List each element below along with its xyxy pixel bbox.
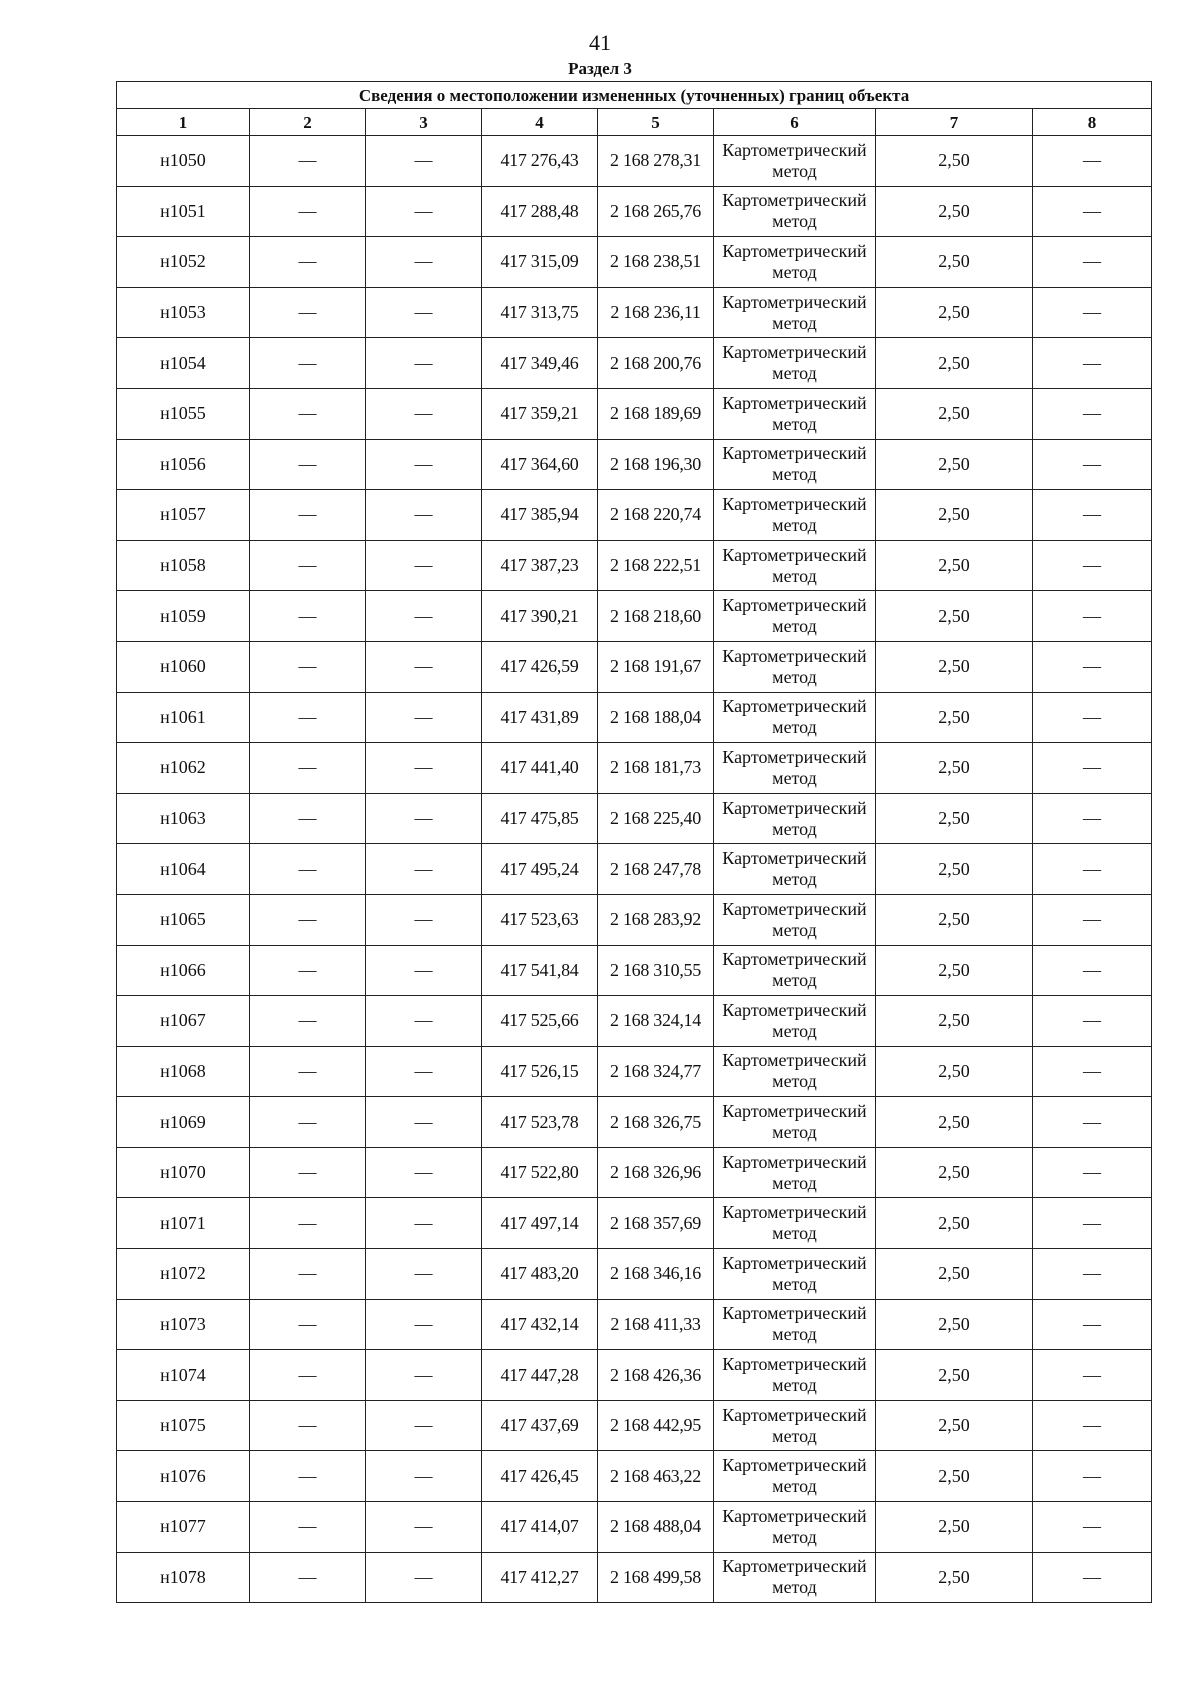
method-cell: Картометрический метод: [714, 186, 876, 237]
coordinate-x-cell: 417 447,28: [482, 1350, 598, 1401]
empty-value-cell: —: [250, 996, 366, 1047]
point-number-cell: н1077: [117, 1502, 250, 1553]
table-row: [117, 540, 1152, 591]
method-cell: Картометрический метод: [714, 743, 876, 794]
table-row: [117, 1198, 1152, 1249]
point-number-cell: н1065: [117, 894, 250, 945]
accuracy-cell: 2,50: [876, 1400, 1033, 1451]
empty-value-cell: —: [366, 1299, 482, 1350]
point-number-cell: н1061: [117, 692, 250, 743]
point-number-cell: н1066: [117, 945, 250, 996]
point-number-cell: н1078: [117, 1552, 250, 1603]
method-cell: Картометрический метод: [714, 287, 876, 338]
coordinate-y-cell: 2 168 283,92: [598, 894, 714, 945]
column-header: 2: [250, 109, 366, 136]
accuracy-cell: 2,50: [876, 1198, 1033, 1249]
empty-value-cell: —: [366, 490, 482, 541]
empty-value-cell: —: [1033, 1097, 1152, 1148]
empty-value-cell: —: [1033, 793, 1152, 844]
accuracy-cell: 2,50: [876, 388, 1033, 439]
accuracy-cell: 2,50: [876, 1147, 1033, 1198]
coordinate-x-cell: 417 313,75: [482, 287, 598, 338]
table-caption: Сведения о местоположении измененных (уточненных) границ объекта: [117, 82, 1152, 109]
coordinate-x-cell: 417 522,80: [482, 1147, 598, 1198]
coordinate-y-cell: 2 168 324,14: [598, 996, 714, 1047]
coordinate-x-cell: 417 483,20: [482, 1249, 598, 1300]
coordinate-y-cell: 2 168 346,16: [598, 1249, 714, 1300]
table-row: [117, 136, 1152, 187]
table-row: [117, 743, 1152, 794]
coordinate-x-cell: 417 495,24: [482, 844, 598, 895]
accuracy-cell: 2,50: [876, 439, 1033, 490]
accuracy-cell: 2,50: [876, 338, 1033, 389]
empty-value-cell: —: [1033, 1400, 1152, 1451]
coordinate-x-cell: 417 387,23: [482, 540, 598, 591]
coordinate-x-cell: 417 497,14: [482, 1198, 598, 1249]
table-row: [117, 439, 1152, 490]
point-number-cell: н1067: [117, 996, 250, 1047]
method-cell: Картометрический метод: [714, 1249, 876, 1300]
table-row: [117, 1451, 1152, 1502]
column-header: 4: [482, 109, 598, 136]
empty-value-cell: —: [250, 1350, 366, 1401]
table-row: [117, 945, 1152, 996]
method-cell: Картометрический метод: [714, 338, 876, 389]
method-cell: Картометрический метод: [714, 1502, 876, 1553]
table-row: [117, 287, 1152, 338]
empty-value-cell: —: [250, 1400, 366, 1451]
coordinate-y-cell: 2 168 488,04: [598, 1502, 714, 1553]
empty-value-cell: —: [366, 1502, 482, 1553]
empty-value-cell: —: [366, 945, 482, 996]
table-row: [117, 591, 1152, 642]
accuracy-cell: 2,50: [876, 1046, 1033, 1097]
coordinate-x-cell: 417 475,85: [482, 793, 598, 844]
empty-value-cell: —: [366, 1097, 482, 1148]
empty-value-cell: —: [1033, 894, 1152, 945]
method-cell: Картометрический метод: [714, 844, 876, 895]
point-number-cell: н1052: [117, 237, 250, 288]
point-number-cell: н1069: [117, 1097, 250, 1148]
empty-value-cell: —: [250, 1451, 366, 1502]
table-row: [117, 1552, 1152, 1603]
coordinate-y-cell: 2 168 188,04: [598, 692, 714, 743]
empty-value-cell: —: [250, 1046, 366, 1097]
method-cell: Картометрический метод: [714, 894, 876, 945]
empty-value-cell: —: [366, 1350, 482, 1401]
table-row: [117, 1502, 1152, 1553]
page-number: 41: [589, 30, 611, 55]
coordinate-y-cell: 2 168 191,67: [598, 641, 714, 692]
accuracy-cell: 2,50: [876, 1552, 1033, 1603]
method-cell: Картометрический метод: [714, 490, 876, 541]
method-cell: Картометрический метод: [714, 1299, 876, 1350]
empty-value-cell: —: [250, 591, 366, 642]
accuracy-cell: 2,50: [876, 1350, 1033, 1401]
empty-value-cell: —: [1033, 287, 1152, 338]
empty-value-cell: —: [250, 692, 366, 743]
coordinate-y-cell: 2 168 310,55: [598, 945, 714, 996]
empty-value-cell: —: [1033, 1249, 1152, 1300]
method-cell: Картометрический метод: [714, 945, 876, 996]
empty-value-cell: —: [1033, 1502, 1152, 1553]
coordinate-x-cell: 417 390,21: [482, 591, 598, 642]
coordinate-y-cell: 2 168 357,69: [598, 1198, 714, 1249]
coordinate-x-cell: 417 437,69: [482, 1400, 598, 1451]
point-number-cell: н1073: [117, 1299, 250, 1350]
empty-value-cell: —: [1033, 1299, 1152, 1350]
empty-value-cell: —: [1033, 692, 1152, 743]
empty-value-cell: —: [250, 793, 366, 844]
method-cell: Картометрический метод: [714, 1147, 876, 1198]
point-number-cell: н1064: [117, 844, 250, 895]
point-number-cell: н1054: [117, 338, 250, 389]
coordinate-x-cell: 417 523,63: [482, 894, 598, 945]
accuracy-cell: 2,50: [876, 287, 1033, 338]
empty-value-cell: —: [1033, 540, 1152, 591]
accuracy-cell: 2,50: [876, 743, 1033, 794]
empty-value-cell: —: [250, 1502, 366, 1553]
coordinate-y-cell: 2 168 236,11: [598, 287, 714, 338]
empty-value-cell: —: [366, 894, 482, 945]
method-cell: Картометрический метод: [714, 1552, 876, 1603]
coordinate-y-cell: 2 168 324,77: [598, 1046, 714, 1097]
empty-value-cell: —: [250, 1299, 366, 1350]
empty-value-cell: —: [1033, 1046, 1152, 1097]
empty-value-cell: —: [366, 338, 482, 389]
empty-value-cell: —: [366, 641, 482, 692]
method-cell: Картометрический метод: [714, 996, 876, 1047]
empty-value-cell: —: [366, 237, 482, 288]
coordinate-y-cell: 2 168 218,60: [598, 591, 714, 642]
method-cell: Картометрический метод: [714, 1097, 876, 1148]
method-cell: Картометрический метод: [714, 237, 876, 288]
column-header: 7: [876, 109, 1033, 136]
coordinate-y-cell: 2 168 181,73: [598, 743, 714, 794]
table-row: [117, 237, 1152, 288]
empty-value-cell: —: [366, 1198, 482, 1249]
empty-value-cell: —: [1033, 439, 1152, 490]
empty-value-cell: —: [1033, 388, 1152, 439]
method-cell: Картометрический метод: [714, 1451, 876, 1502]
point-number-cell: н1050: [117, 136, 250, 187]
empty-value-cell: —: [366, 540, 482, 591]
boundary-coordinates-table: [116, 81, 1152, 1603]
empty-value-cell: —: [250, 338, 366, 389]
coordinate-x-cell: 417 441,40: [482, 743, 598, 794]
coordinate-x-cell: 417 385,94: [482, 490, 598, 541]
accuracy-cell: 2,50: [876, 1249, 1033, 1300]
table-row: [117, 1249, 1152, 1300]
point-number-cell: н1068: [117, 1046, 250, 1097]
method-cell: Картометрический метод: [714, 540, 876, 591]
coordinate-x-cell: 417 414,07: [482, 1502, 598, 1553]
coordinate-x-cell: 417 359,21: [482, 388, 598, 439]
coordinate-x-cell: 417 523,78: [482, 1097, 598, 1148]
coordinate-x-cell: 417 276,43: [482, 136, 598, 187]
empty-value-cell: —: [250, 1097, 366, 1148]
accuracy-cell: 2,50: [876, 844, 1033, 895]
accuracy-cell: 2,50: [876, 186, 1033, 237]
column-header: 6: [714, 109, 876, 136]
empty-value-cell: —: [1033, 490, 1152, 541]
empty-value-cell: —: [366, 287, 482, 338]
coordinate-y-cell: 2 168 499,58: [598, 1552, 714, 1603]
point-number-cell: н1060: [117, 641, 250, 692]
empty-value-cell: —: [1033, 945, 1152, 996]
coordinate-y-cell: 2 168 247,78: [598, 844, 714, 895]
accuracy-cell: 2,50: [876, 540, 1033, 591]
empty-value-cell: —: [366, 1400, 482, 1451]
coordinate-y-cell: 2 168 200,76: [598, 338, 714, 389]
coordinate-y-cell: 2 168 222,51: [598, 540, 714, 591]
empty-value-cell: —: [366, 793, 482, 844]
point-number-cell: н1074: [117, 1350, 250, 1401]
method-cell: Картометрический метод: [714, 1400, 876, 1451]
table-row: [117, 490, 1152, 541]
point-number-cell: н1075: [117, 1400, 250, 1451]
empty-value-cell: —: [250, 186, 366, 237]
point-number-cell: н1051: [117, 186, 250, 237]
coordinate-y-cell: 2 168 220,74: [598, 490, 714, 541]
point-number-cell: н1071: [117, 1198, 250, 1249]
empty-value-cell: —: [366, 1451, 482, 1502]
table-row: [117, 388, 1152, 439]
empty-value-cell: —: [250, 1249, 366, 1300]
empty-value-cell: —: [1033, 1552, 1152, 1603]
coordinate-y-cell: 2 168 238,51: [598, 237, 714, 288]
empty-value-cell: —: [1033, 237, 1152, 288]
point-number-cell: н1076: [117, 1451, 250, 1502]
table-body: [117, 136, 1152, 1603]
section-title: Раздел 3: [568, 59, 632, 78]
column-header: 1: [117, 109, 250, 136]
coordinate-x-cell: 417 349,46: [482, 338, 598, 389]
accuracy-cell: 2,50: [876, 692, 1033, 743]
method-cell: Картометрический метод: [714, 136, 876, 187]
empty-value-cell: —: [366, 692, 482, 743]
empty-value-cell: —: [366, 1147, 482, 1198]
table-row: [117, 1299, 1152, 1350]
empty-value-cell: —: [366, 844, 482, 895]
accuracy-cell: 2,50: [876, 641, 1033, 692]
column-header: 8: [1033, 109, 1152, 136]
empty-value-cell: —: [250, 287, 366, 338]
table-row: [117, 641, 1152, 692]
empty-value-cell: —: [366, 439, 482, 490]
method-cell: Картометрический метод: [714, 439, 876, 490]
point-number-cell: н1072: [117, 1249, 250, 1300]
empty-value-cell: —: [250, 439, 366, 490]
empty-value-cell: —: [1033, 844, 1152, 895]
table-row: [117, 1400, 1152, 1451]
method-cell: Картометрический метод: [714, 1350, 876, 1401]
empty-value-cell: —: [366, 591, 482, 642]
coordinate-y-cell: 2 168 278,31: [598, 136, 714, 187]
coordinate-y-cell: 2 168 189,69: [598, 388, 714, 439]
accuracy-cell: 2,50: [876, 1502, 1033, 1553]
empty-value-cell: —: [250, 844, 366, 895]
point-number-cell: н1053: [117, 287, 250, 338]
empty-value-cell: —: [1033, 1350, 1152, 1401]
method-cell: Картометрический метод: [714, 1198, 876, 1249]
coordinate-y-cell: 2 168 326,75: [598, 1097, 714, 1148]
accuracy-cell: 2,50: [876, 1299, 1033, 1350]
empty-value-cell: —: [366, 388, 482, 439]
coordinate-y-cell: 2 168 196,30: [598, 439, 714, 490]
empty-value-cell: —: [250, 1147, 366, 1198]
table-row: [117, 1350, 1152, 1401]
table-row: [117, 1046, 1152, 1097]
empty-value-cell: —: [250, 894, 366, 945]
point-number-cell: н1063: [117, 793, 250, 844]
table-row: [117, 844, 1152, 895]
table-row: [117, 1147, 1152, 1198]
empty-value-cell: —: [250, 490, 366, 541]
coordinate-x-cell: 417 541,84: [482, 945, 598, 996]
empty-value-cell: —: [1033, 1451, 1152, 1502]
point-number-cell: н1070: [117, 1147, 250, 1198]
empty-value-cell: —: [250, 1198, 366, 1249]
method-cell: Картометрический метод: [714, 1046, 876, 1097]
empty-value-cell: —: [250, 743, 366, 794]
accuracy-cell: 2,50: [876, 136, 1033, 187]
accuracy-cell: 2,50: [876, 996, 1033, 1047]
method-cell: Картометрический метод: [714, 641, 876, 692]
method-cell: Картометрический метод: [714, 793, 876, 844]
point-number-cell: н1057: [117, 490, 250, 541]
table-row: [117, 894, 1152, 945]
accuracy-cell: 2,50: [876, 945, 1033, 996]
empty-value-cell: —: [1033, 186, 1152, 237]
empty-value-cell: —: [366, 1552, 482, 1603]
point-number-cell: н1062: [117, 743, 250, 794]
method-cell: Картометрический метод: [714, 692, 876, 743]
empty-value-cell: —: [1033, 1198, 1152, 1249]
coordinate-x-cell: 417 432,14: [482, 1299, 598, 1350]
empty-value-cell: —: [250, 136, 366, 187]
empty-value-cell: —: [1033, 743, 1152, 794]
table-row: [117, 692, 1152, 743]
table-row: [117, 1097, 1152, 1148]
coordinate-x-cell: 417 315,09: [482, 237, 598, 288]
accuracy-cell: 2,50: [876, 1097, 1033, 1148]
coordinate-x-cell: 417 526,15: [482, 1046, 598, 1097]
accuracy-cell: 2,50: [876, 894, 1033, 945]
empty-value-cell: —: [366, 1249, 482, 1300]
accuracy-cell: 2,50: [876, 1451, 1033, 1502]
column-header: 3: [366, 109, 482, 136]
column-header: 5: [598, 109, 714, 136]
table-row: [117, 996, 1152, 1047]
empty-value-cell: —: [366, 1046, 482, 1097]
coordinate-y-cell: 2 168 411,33: [598, 1299, 714, 1350]
method-cell: Картометрический метод: [714, 388, 876, 439]
empty-value-cell: —: [250, 945, 366, 996]
empty-value-cell: —: [1033, 1147, 1152, 1198]
coordinate-y-cell: 2 168 463,22: [598, 1451, 714, 1502]
accuracy-cell: 2,50: [876, 591, 1033, 642]
coordinate-x-cell: 417 288,48: [482, 186, 598, 237]
empty-value-cell: —: [366, 186, 482, 237]
coordinate-y-cell: 2 168 225,40: [598, 793, 714, 844]
coordinate-x-cell: 417 426,59: [482, 641, 598, 692]
coordinate-x-cell: 417 364,60: [482, 439, 598, 490]
empty-value-cell: —: [250, 641, 366, 692]
coordinate-x-cell: 417 426,45: [482, 1451, 598, 1502]
point-number-cell: н1056: [117, 439, 250, 490]
coordinate-y-cell: 2 168 326,96: [598, 1147, 714, 1198]
method-cell: Картометрический метод: [714, 591, 876, 642]
point-number-cell: н1058: [117, 540, 250, 591]
coordinate-x-cell: 417 412,27: [482, 1552, 598, 1603]
empty-value-cell: —: [250, 388, 366, 439]
coordinate-y-cell: 2 168 426,36: [598, 1350, 714, 1401]
table-row: [117, 338, 1152, 389]
coordinate-x-cell: 417 431,89: [482, 692, 598, 743]
accuracy-cell: 2,50: [876, 793, 1033, 844]
empty-value-cell: —: [1033, 641, 1152, 692]
empty-value-cell: —: [250, 540, 366, 591]
table-row: [117, 793, 1152, 844]
empty-value-cell: —: [366, 996, 482, 1047]
empty-value-cell: —: [1033, 136, 1152, 187]
coordinate-y-cell: 2 168 442,95: [598, 1400, 714, 1451]
empty-value-cell: —: [250, 237, 366, 288]
empty-value-cell: —: [1033, 996, 1152, 1047]
accuracy-cell: 2,50: [876, 237, 1033, 288]
point-number-cell: н1055: [117, 388, 250, 439]
empty-value-cell: —: [366, 743, 482, 794]
empty-value-cell: —: [1033, 338, 1152, 389]
accuracy-cell: 2,50: [876, 490, 1033, 541]
coordinate-y-cell: 2 168 265,76: [598, 186, 714, 237]
point-number-cell: н1059: [117, 591, 250, 642]
empty-value-cell: —: [366, 136, 482, 187]
column-header-row: [117, 109, 1152, 136]
table-row: [117, 186, 1152, 237]
empty-value-cell: —: [250, 1552, 366, 1603]
empty-value-cell: —: [1033, 591, 1152, 642]
coordinate-x-cell: 417 525,66: [482, 996, 598, 1047]
